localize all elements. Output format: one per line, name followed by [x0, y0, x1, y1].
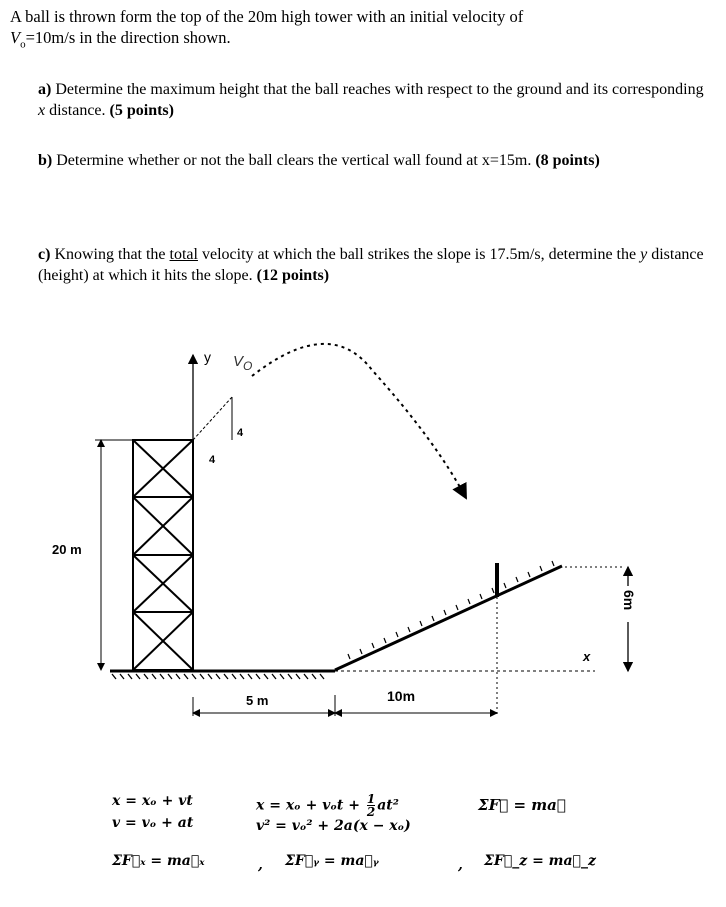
- v0-label: [233, 353, 252, 373]
- question-c-text-c: distance (height) at which it hits the slope.: [38, 246, 704, 284]
- eq-separator-1: ,: [258, 857, 263, 873]
- question-a: [38, 79, 706, 121]
- distance-5m-label: 5 m: [246, 693, 269, 708]
- question-b-text: Determine whether or not the ball clears the vertical wall found at x=15m.: [56, 152, 532, 169]
- eq-fraction-den: 2: [366, 805, 376, 819]
- tower-height-label: 20 m: [52, 542, 82, 557]
- question-a-text-b: distance.: [45, 102, 106, 119]
- question-c-text: Knowing that the: [54, 246, 170, 263]
- problem-intro: [10, 6, 710, 55]
- eq-newton-second-law: ΣF⃗ = ma⃗: [478, 796, 566, 814]
- y-axis-label: y: [204, 349, 211, 365]
- eq-velocity-squared: v² = vₒ² + 2a(x − xₒ): [256, 818, 411, 834]
- x-axis-label: x: [583, 649, 591, 664]
- eq-position-tail: at²: [377, 797, 399, 814]
- eq-fraction: [367, 793, 375, 818]
- slope: [335, 561, 562, 670]
- slope-label-vertical: 4: [237, 427, 244, 439]
- v0-subscript: o: [20, 38, 26, 51]
- intro-line-1: A ball is thrown form the top of the 20m high tower with an initial velocity of: [10, 7, 524, 26]
- question-b-points: (8 points): [535, 152, 600, 169]
- question-a-label: a): [38, 81, 52, 98]
- launch-direction: [193, 397, 232, 440]
- eq-sum-forces-y: ΣF⃗ᵧ = ma⃗ᵧ: [285, 853, 379, 869]
- question-c-var: y: [640, 246, 648, 263]
- eq-position-constant-accel: [256, 793, 399, 818]
- lattice-tower: [133, 440, 193, 670]
- distance-10m-label: 10m: [387, 688, 416, 704]
- intro-line-2: [10, 27, 710, 55]
- question-b: [38, 150, 706, 171]
- question-c-underlined: total: [169, 246, 198, 263]
- question-b-label: b): [38, 152, 53, 169]
- eq-sum-forces-x: ΣF⃗ₓ = ma⃗ₓ: [112, 853, 205, 869]
- question-c-text-b: velocity at which the ball strikes the slope is 17.5m/s, determine the: [197, 246, 641, 263]
- v0-label-symbol: V: [233, 353, 244, 370]
- question-a-var: x: [38, 102, 46, 119]
- v0-label-subscript: O: [243, 359, 253, 373]
- question-a-points: (5 points): [109, 102, 174, 119]
- eq-position-head: x = xₒ + vₒt +: [256, 797, 365, 814]
- question-c: [38, 244, 706, 286]
- question-c-points: (12 points): [256, 267, 330, 284]
- slope-label-horizontal: 4: [209, 454, 216, 466]
- ground: [110, 671, 335, 679]
- v0-symbol: V: [10, 28, 21, 47]
- eq-velocity-constant-accel: v = vₒ + at: [112, 815, 194, 831]
- wall-height-label: 6m: [621, 590, 637, 611]
- eq-position-constant-velocity: x = xₒ + vt: [112, 793, 193, 809]
- projectile-figure: [0, 330, 726, 730]
- question-c-label: c): [38, 246, 51, 263]
- eq-separator-2: ,: [458, 857, 463, 873]
- intro-line-2-rest: =10m/s in the direction shown.: [25, 28, 231, 47]
- question-a-text: Determine the maximum height that the ball reaches with respect to the ground and its corresponding: [55, 81, 704, 98]
- eq-sum-forces-z: ΣF⃗_z = ma⃗_z: [484, 853, 596, 869]
- trajectory-path: [252, 344, 466, 498]
- eq-fraction-num: 1: [366, 792, 376, 806]
